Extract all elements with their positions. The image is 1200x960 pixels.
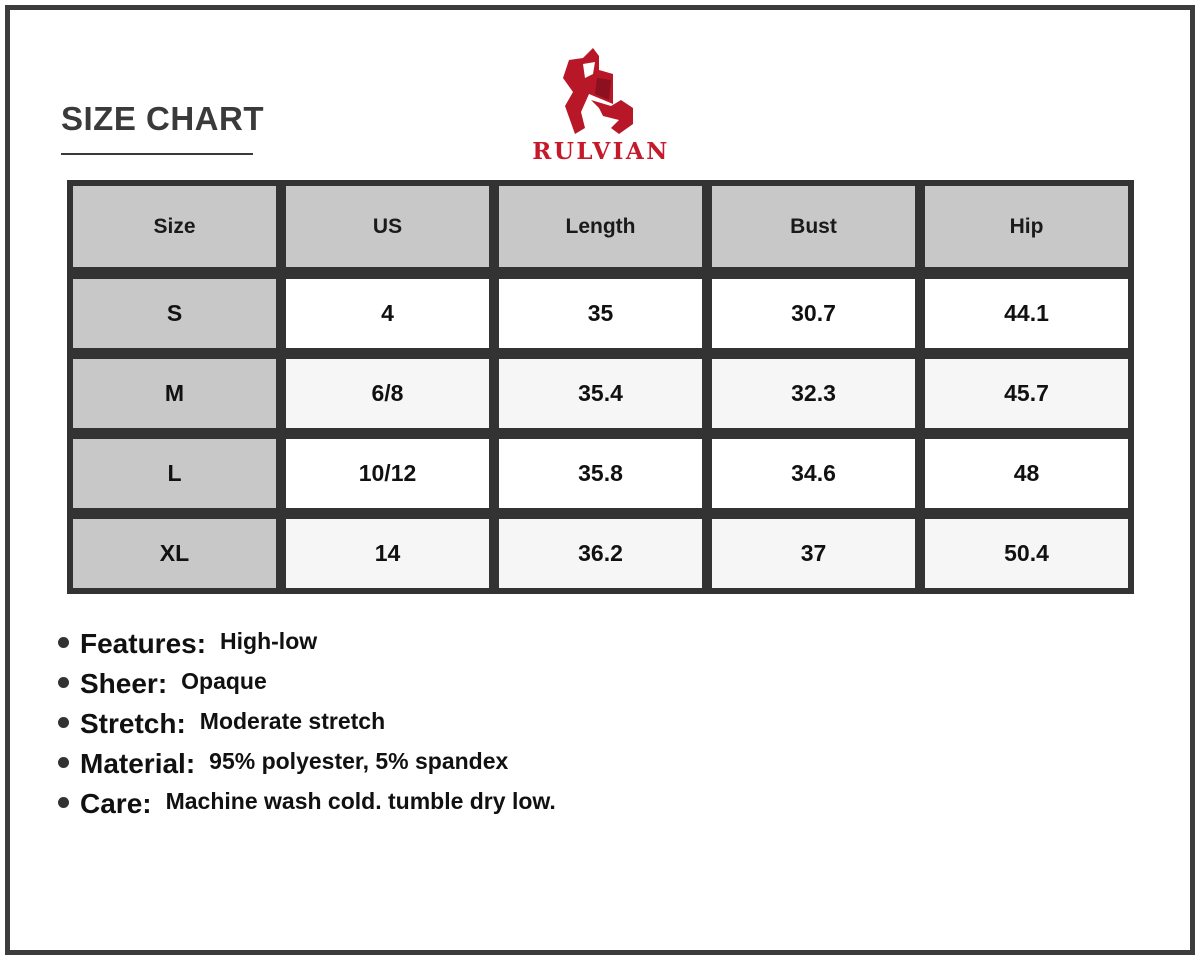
table-cell-bust: 30.7	[712, 279, 915, 348]
column-header-bust: Bust	[712, 186, 915, 267]
feature-label: Material:	[80, 748, 196, 779]
table-cell-us: 10/12	[286, 439, 489, 508]
brand-logo	[521, 44, 681, 166]
table-cell-bust: 32.3	[712, 359, 915, 428]
bullet-icon	[58, 797, 69, 808]
feature-item	[58, 624, 556, 664]
table-cell-hip: 50.4	[925, 519, 1128, 588]
size-row-label: S	[73, 279, 276, 348]
table-cell-bust: 37	[712, 519, 915, 588]
table-cell-length: 36.2	[499, 519, 702, 588]
bullet-icon	[58, 637, 69, 648]
feature-label: Sheer:	[80, 668, 168, 699]
column-header-size: Size	[73, 186, 276, 267]
size-row-label: XL	[73, 519, 276, 588]
page-title: SIZE CHART	[61, 100, 264, 137]
feature-item	[58, 784, 556, 824]
bullet-icon	[58, 677, 69, 688]
table-cell-hip: 48	[925, 439, 1128, 508]
feature-item	[58, 664, 556, 704]
column-header-length: Length	[499, 186, 702, 267]
table-cell-us: 14	[286, 519, 489, 588]
feature-value: Opaque	[181, 667, 267, 694]
table-cell-length: 35.4	[499, 359, 702, 428]
product-features-list	[58, 624, 556, 824]
table-cell-us: 4	[286, 279, 489, 348]
bullet-icon	[58, 757, 69, 768]
title-underline	[61, 153, 253, 155]
feature-value: Machine wash cold. tumble dry low.	[165, 787, 556, 814]
table-cell-hip: 45.7	[925, 359, 1128, 428]
size-row-label: M	[73, 359, 276, 428]
column-header-us: US	[286, 186, 489, 267]
feature-label: Features:	[80, 628, 207, 659]
size-chart-table	[67, 180, 1134, 594]
table-cell-length: 35	[499, 279, 702, 348]
feature-item	[58, 704, 556, 744]
feature-value: 95% polyester, 5% spandex	[209, 747, 509, 774]
size-row-label: L	[73, 439, 276, 508]
brand-name: RULVIAN	[532, 138, 670, 165]
table-cell-length: 35.8	[499, 439, 702, 508]
feature-label: Stretch:	[80, 708, 186, 739]
column-header-hip: Hip	[925, 186, 1128, 267]
table-cell-us: 6/8	[286, 359, 489, 428]
table-cell-hip: 44.1	[925, 279, 1128, 348]
feature-item	[58, 744, 556, 784]
red-r-monogram-icon	[559, 44, 643, 136]
bullet-icon	[58, 717, 69, 728]
feature-value: Moderate stretch	[199, 707, 386, 734]
table-cell-bust: 34.6	[712, 439, 915, 508]
feature-value: High-low	[220, 627, 318, 654]
feature-label: Care:	[80, 788, 152, 819]
